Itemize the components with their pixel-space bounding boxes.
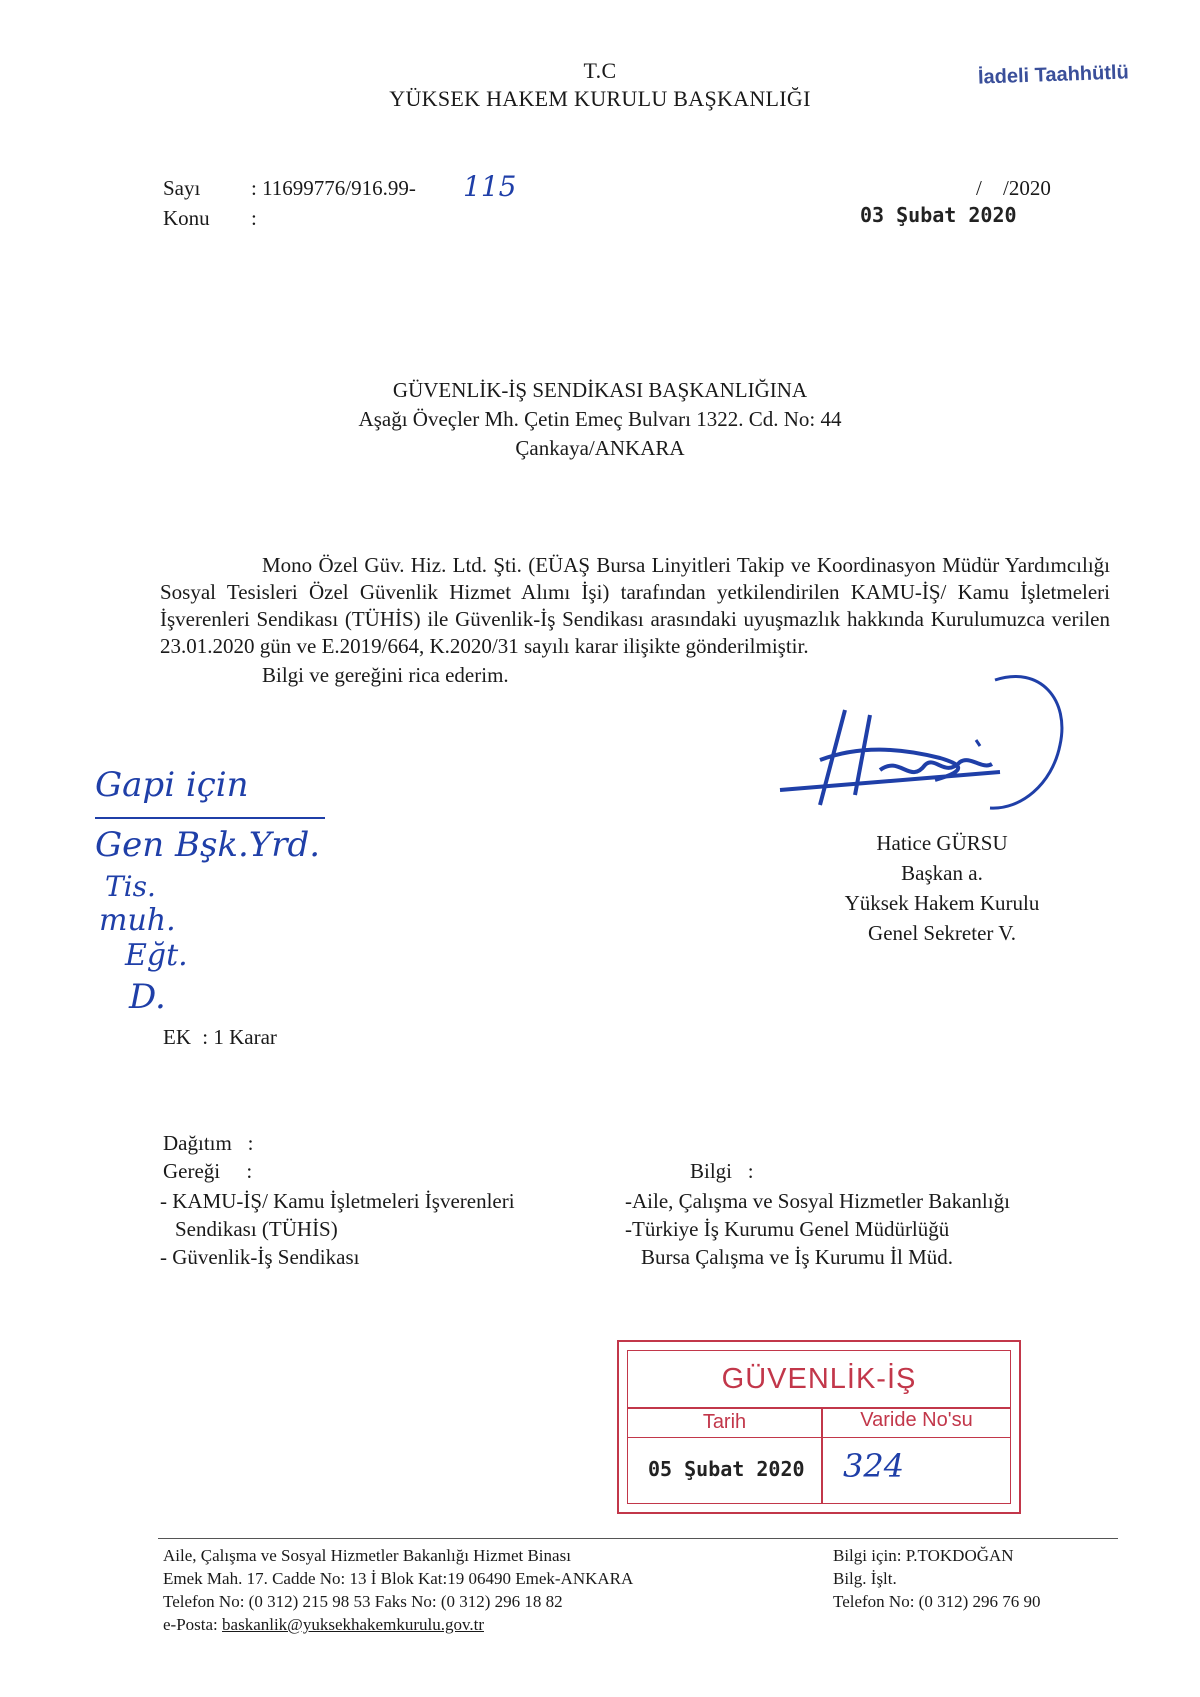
handwritten-routing-note [95,765,375,1025]
receipt-stamp [617,1340,1021,1514]
date-year: /2020 [1003,176,1051,200]
body-paragraph: Mono Özel Güv. Hiz. Ltd. Şti. (EÜAŞ Bursa Linyitleri Takip ve Koordinasyon Müdür Yardımcılığı Sosyal Tesisleri Özel Güvenlik Hizmet Alımı İşi) tarafından yetkilendirilen KAMU-İŞ/ Kamu İşletmeleri İşverenleri Sendikası (TÜHİS) ile Güvenlik-İş Sendikası arasındaki uyuşmazlık hakkında Kurulumuzca verilen 23.01.2020 gün ve E.2019/664, K.2020/31 sayılı karar ilişikte gönderilmiştir. [160,553,1110,658]
sayi-label: Sayı [163,176,201,200]
handwritten-line: Tis. [105,870,156,903]
footer-email-label: e-Posta: [163,1615,218,1634]
footer-contact-phone: Telefon No: (0 312) 296 76 90 [833,1592,1041,1611]
footer-contact-person: Bilgi için: P.TOKDOĞAN [833,1546,1014,1565]
handwritten-line: D. [129,977,166,1017]
attachment-line [163,1025,277,1050]
addressee-address: Aşağı Öveçler Mh. Çetin Emeç Bulvarı 1322. Cd. No: 44 [358,407,842,431]
signature-block [812,828,1072,948]
handwritten-line: Gapi için [95,765,249,805]
footer-address [163,1544,633,1636]
receipt-stamp-date-label: Tarih [702,1411,747,1433]
receipt-stamp-number-label: Varide No'su [860,1409,973,1431]
footer-street: Emek Mah. 17. Cadde No: 13 İ Blok Kat:19 06490 Emek-ANKARA [163,1569,634,1588]
footer-contact-role: Bilg. İşlt. [833,1569,897,1588]
footer-phone-fax: Telefon No: (0 312) 215 98 53 Faks No: (0 312) 296 18 82 [163,1592,563,1611]
sayi-handwritten-number: 115 [463,170,517,203]
signatory-organization: Yüksek Hakem Kurulu [844,891,1040,915]
distribution-info-item: -Aile, Çalışma ve Sosyal Hizmetler Bakanlığı [625,1189,1010,1213]
distribution-action-item: Sendikası (TÜHİS) [175,1217,338,1241]
handwritten-line: Gen Bşk.Yrd. [95,825,321,865]
distribution-info-list [625,1187,1010,1271]
addressee-block [0,378,1200,468]
addressee-city: Çankaya/ANKARA [515,436,685,460]
konu-value: : [251,206,257,230]
signatory-name: Hatice GÜRSU [876,831,1008,855]
receipt-stamp-date-value: 05 Şubat 2020 [648,1457,805,1481]
date-stamp: 03 Şubat 2020 [860,203,1017,227]
receipt-stamp-frame [627,1350,1011,1504]
distribution-action-list [160,1187,515,1271]
distribution-info-label: Bilgi : [690,1159,754,1183]
letterhead-line1: T.C [583,58,617,83]
handwritten-line: muh. [99,903,176,938]
date-slash: / [976,176,982,200]
distribution-title: Dağıtım : [163,1131,254,1155]
handwritten-underline [95,817,325,819]
footer-divider [158,1538,1118,1539]
sayi-value: : 11699776/916.99- [251,176,416,200]
konu-label: Konu [163,206,210,230]
handwritten-line: Eğt. [125,938,188,973]
closing-sentence: Bilgi ve gereğini rica ederim. [262,663,509,687]
distribution-action-label: Gereği : [163,1159,253,1183]
signatory-title: Başkan a. [901,861,983,885]
receipt-stamp-title: GÜVENLİK-İŞ [721,1363,917,1395]
distribution-info-item: Bursa Çalışma ve İş Kurumu İl Müd. [641,1245,954,1269]
footer-email-link[interactable]: baskanlik@yuksekhakemkurulu.gov.tr [222,1615,484,1634]
addressee-name: GÜVENLİK-İŞ SENDİKASI BAŞKANLIĞINA [392,378,808,402]
receipt-stamp-number-value: 324 [843,1447,905,1485]
signatory-position: Genel Sekreter V. [868,921,1016,945]
distribution-action-item: - Güvenlik-İş Sendikası [160,1245,360,1269]
footer-email-row [163,1613,633,1636]
letterhead-line2: YÜKSEK HAKEM KURULU BAŞKANLIĞI [389,86,811,111]
footer-building: Aile, Çalışma ve Sosyal Hizmetler Bakanlığı Hizmet Binası [163,1546,571,1565]
distribution-info-item: -Türkiye İş Kurumu Genel Müdürlüğü [625,1217,950,1241]
footer-contact [833,1544,1041,1613]
distribution-action-item: - KAMU-İŞ/ Kamu İşletmeleri İşverenleri [160,1189,515,1213]
registered-mail-stamp: İadeli Taahhütlü [977,61,1130,89]
reference-number-row [163,170,1063,206]
attachment-value: : 1 Karar [202,1025,277,1049]
attachment-label: EK [163,1025,191,1049]
receipt-stamp-row-divider [628,1437,1010,1438]
